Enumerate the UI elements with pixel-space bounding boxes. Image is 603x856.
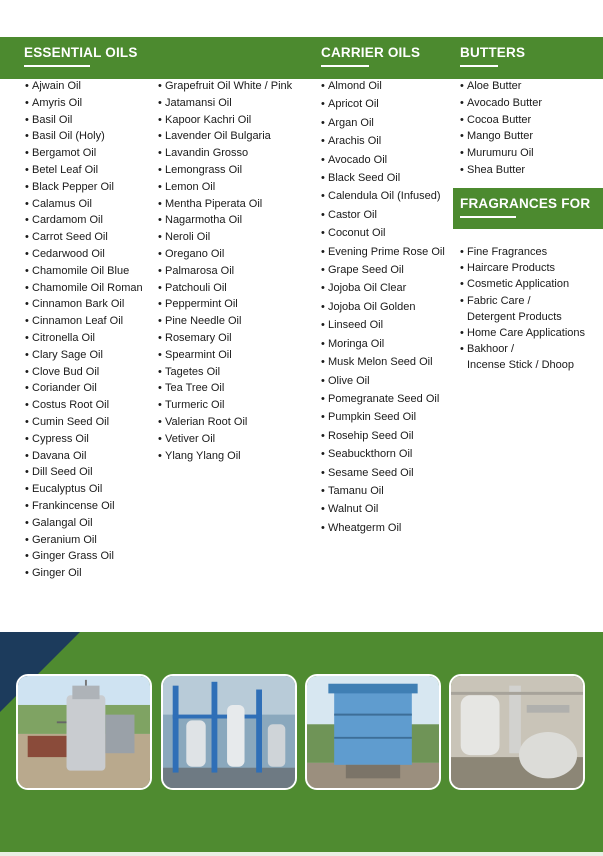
bullet-icon: •	[321, 448, 325, 461]
bullet-icon: •	[460, 343, 464, 356]
list-item-label: Lemongrass Oil	[165, 163, 243, 176]
list-item	[158, 196, 292, 213]
list-item	[158, 162, 292, 179]
list-item-label: Valerian Root Oil	[165, 415, 248, 428]
list-item	[460, 112, 542, 129]
bullet-icon: •	[158, 80, 162, 92]
list-item	[158, 313, 292, 330]
steel-plant-structure-photo	[161, 674, 297, 790]
list-item-label: Tamanu Oil	[328, 484, 384, 497]
bullet-icon: •	[158, 214, 162, 227]
bullet-icon: •	[25, 247, 29, 260]
bullet-icon: •	[158, 113, 162, 126]
list-item-label: Turmeric Oil	[165, 399, 225, 412]
bullet-icon: •	[321, 429, 325, 442]
bullet-icon: •	[321, 245, 325, 258]
bullet-icon: •	[321, 116, 325, 129]
list-item-label: Cosmetic Application	[467, 278, 570, 291]
list-item	[321, 408, 445, 426]
list-item	[25, 95, 143, 112]
list-item	[25, 330, 143, 347]
bullet-icon: •	[25, 348, 29, 361]
bullet-icon: •	[321, 227, 325, 240]
essential-oils-title: ESSENTIAL OILS	[24, 45, 138, 60]
bullet-icon: •	[25, 331, 29, 344]
processing-vessels-photo	[449, 674, 585, 790]
list-item-label: Clary Sage Oil	[32, 348, 103, 361]
bullet-icon: •	[460, 147, 464, 160]
bullet-icon: •	[158, 180, 162, 193]
list-item-label: Tagetes Oil	[165, 365, 221, 378]
list-item	[25, 380, 143, 397]
list-item-label: Calamus Oil	[32, 197, 92, 210]
list-item	[25, 464, 143, 481]
list-item-label: Almond Oil	[328, 80, 382, 92]
list-item	[158, 330, 292, 347]
list-item	[460, 244, 585, 260]
list-item-label: Oregano Oil	[165, 247, 225, 260]
list-item	[321, 132, 445, 150]
list-item-label: Galangal Oil	[32, 516, 93, 529]
list-item-label: Bergamot Oil	[32, 147, 97, 160]
list-item	[321, 261, 445, 279]
list-item	[321, 279, 445, 297]
list-item-label: Jojoba Oil Clear	[328, 282, 407, 295]
bullet-icon: •	[321, 135, 325, 148]
bullet-icon: •	[25, 550, 29, 563]
bullet-icon: •	[321, 98, 325, 111]
carrier-oils-list	[321, 77, 445, 537]
list-item-label: Mango Butter	[467, 130, 534, 143]
bullet-icon: •	[25, 264, 29, 277]
list-item-label: Walnut Oil	[328, 503, 379, 516]
list-item	[25, 347, 143, 364]
list-item-label: Black Pepper Oil	[32, 180, 114, 193]
list-item-label: Murumuru Oil	[467, 147, 534, 160]
bullet-icon: •	[158, 432, 162, 445]
list-item	[158, 263, 292, 280]
bullet-icon: •	[25, 163, 29, 176]
list-item-label: Neroli Oil	[165, 231, 211, 244]
bullet-icon: •	[25, 197, 29, 210]
bullet-icon: •	[25, 466, 29, 479]
list-item	[158, 364, 292, 381]
list-item-label: Vetiver Oil	[165, 432, 216, 445]
bullet-icon: •	[321, 300, 325, 313]
bullet-icon: •	[25, 516, 29, 529]
list-item-label: Palmarosa Oil	[165, 264, 235, 277]
bullet-icon: •	[321, 484, 325, 497]
list-item-label: Evening Prime Rose Oil	[328, 245, 445, 258]
list-item	[460, 276, 585, 292]
bullet-icon: •	[158, 130, 162, 143]
list-item-label: Castor Oil	[328, 208, 377, 221]
list-item	[321, 187, 445, 205]
list-item	[25, 397, 143, 414]
list-item	[158, 448, 292, 465]
list-item	[460, 145, 542, 162]
bullet-icon: •	[158, 231, 162, 244]
list-item	[321, 519, 445, 537]
list-item	[25, 498, 143, 515]
list-item-label: Cocoa Butter	[467, 113, 532, 126]
carrier-oils-title: CARRIER OILS	[321, 45, 421, 60]
list-item-label: Apricot Oil	[328, 98, 379, 111]
bullet-icon: •	[460, 80, 464, 92]
list-item	[321, 353, 445, 371]
bullet-icon: •	[321, 521, 325, 534]
list-item-label: Musk Melon Seed Oil	[328, 356, 433, 369]
list-item-label: Pumpkin Seed Oil	[328, 411, 417, 424]
list-item	[321, 95, 445, 113]
list-item	[25, 414, 143, 431]
bullet-icon: •	[158, 399, 162, 412]
list-item-label: Jojoba Oil Golden	[328, 300, 416, 313]
bullet-icon: •	[321, 411, 325, 424]
list-item-label: Pine Needle Oil	[165, 315, 242, 328]
list-item-label: Arachis Oil	[328, 135, 382, 148]
list-item-label: Nagarmotha Oil	[165, 214, 243, 227]
list-item-label: Linseed Oil	[328, 319, 384, 332]
list-item-label: Bakhoor / Incense Stick / Dhoop	[467, 343, 575, 372]
list-item-label: Kapoor Kachri Oil	[165, 113, 252, 126]
list-item	[158, 78, 292, 95]
list-item-label: Rosehip Seed Oil	[328, 429, 414, 442]
list-item	[321, 169, 445, 187]
essential-oils-list-1	[25, 78, 143, 582]
bullet-icon: •	[460, 130, 464, 143]
list-item-label: Sesame Seed Oil	[328, 466, 414, 479]
list-item-label: Grape Seed Oil	[328, 264, 404, 277]
bullet-icon: •	[158, 163, 162, 176]
bullet-icon: •	[460, 262, 464, 275]
list-item-label: Mentha Piperata Oil	[165, 197, 263, 210]
list-item	[321, 206, 445, 224]
list-item	[158, 296, 292, 313]
list-item	[25, 196, 143, 213]
footer-strip	[0, 852, 603, 856]
list-item	[158, 431, 292, 448]
list-item	[25, 481, 143, 498]
bullet-icon: •	[321, 466, 325, 479]
bullet-icon: •	[158, 298, 162, 311]
bullet-icon: •	[321, 264, 325, 277]
list-item	[158, 145, 292, 162]
bullet-icon: •	[460, 278, 464, 291]
bullet-icon: •	[158, 281, 162, 294]
bullet-icon: •	[25, 315, 29, 328]
list-item-label: Basil Oil (Holy)	[32, 130, 105, 143]
list-item-label: Wheatgerm Oil	[328, 521, 402, 534]
list-item-label: Calendula Oil (Infused)	[328, 190, 441, 203]
bullet-icon: •	[25, 231, 29, 244]
list-item	[25, 296, 143, 313]
list-item	[460, 128, 542, 145]
list-item	[25, 128, 143, 145]
bullet-icon: •	[158, 382, 162, 395]
bullet-icon: •	[158, 147, 162, 160]
list-item	[25, 145, 143, 162]
list-item	[25, 229, 143, 246]
bullet-icon: •	[321, 356, 325, 369]
butters-list	[460, 78, 542, 179]
bullet-icon: •	[25, 96, 29, 109]
bullet-icon: •	[158, 415, 162, 428]
bullet-icon: •	[460, 113, 464, 126]
list-item-label: Frankincense Oil	[32, 499, 115, 512]
list-item-label: Spearmint Oil	[165, 348, 232, 361]
list-item	[321, 335, 445, 353]
bullet-icon: •	[158, 264, 162, 277]
list-item	[158, 414, 292, 431]
list-item	[321, 500, 445, 518]
bullet-icon: •	[25, 365, 29, 378]
bullet-icon: •	[321, 208, 325, 221]
butters-title: BUTTERS	[460, 45, 526, 60]
list-item	[158, 280, 292, 297]
bullet-icon: •	[25, 449, 29, 462]
list-item	[321, 243, 445, 261]
list-item	[321, 445, 445, 463]
list-item	[25, 548, 143, 565]
list-item	[158, 347, 292, 364]
list-item	[25, 313, 143, 330]
bullet-icon: •	[321, 392, 325, 405]
bullet-icon: •	[321, 153, 325, 166]
list-item	[321, 224, 445, 242]
list-item	[25, 565, 143, 582]
list-item-label: Ajwain Oil	[32, 80, 81, 92]
list-item	[25, 532, 143, 549]
list-item-label: Coconut Oil	[328, 227, 386, 240]
list-item	[25, 280, 143, 297]
bullet-icon: •	[321, 172, 325, 185]
list-item-label: Patchouli Oil	[165, 281, 227, 294]
list-item-label: Geranium Oil	[32, 533, 97, 546]
list-item-label: Shea Butter	[467, 163, 526, 176]
list-item	[25, 448, 143, 465]
list-item-label: Carrot Seed Oil	[32, 231, 108, 244]
list-item-label: Betel Leaf Oil	[32, 163, 99, 176]
list-item	[25, 364, 143, 381]
list-item	[460, 162, 542, 179]
list-item	[460, 78, 542, 95]
list-item	[321, 464, 445, 482]
list-item	[321, 316, 445, 334]
bullet-icon: •	[25, 298, 29, 311]
list-item	[158, 212, 292, 229]
list-item-label: Chamomile Oil Blue	[32, 264, 130, 277]
list-item-label: Coriander Oil	[32, 382, 97, 395]
list-item-label: Olive Oil	[328, 374, 370, 387]
list-item-label: Ylang Ylang Oil	[165, 449, 241, 462]
list-item	[158, 229, 292, 246]
list-item	[321, 298, 445, 316]
list-item-label: Avocado Oil	[328, 153, 388, 166]
list-item	[321, 114, 445, 132]
list-item-label: Tea Tree Oil	[165, 382, 225, 395]
list-item-label: Cedarwood Oil	[32, 247, 105, 260]
butters-underline	[460, 65, 498, 67]
list-item-label: Black Seed Oil	[328, 172, 401, 185]
list-item-label: Ginger Grass Oil	[32, 550, 114, 563]
bullet-icon: •	[321, 503, 325, 516]
list-item-label: Grapefruit Oil White / Pink	[165, 80, 293, 92]
bullet-icon: •	[321, 80, 325, 92]
bullet-icon: •	[158, 348, 162, 361]
list-item-label: Home Care Applications	[467, 327, 586, 340]
list-item	[25, 212, 143, 229]
distillation-tank-photo	[16, 674, 152, 790]
list-item-label: Davana Oil	[32, 449, 87, 462]
bullet-icon: •	[460, 294, 464, 307]
list-item	[25, 431, 143, 448]
essential-oils-list-2	[158, 78, 292, 464]
bullet-icon: •	[25, 130, 29, 143]
list-item	[25, 246, 143, 263]
list-item-label: Moringa Oil	[328, 337, 385, 350]
bullet-icon: •	[460, 163, 464, 176]
bullet-icon: •	[25, 499, 29, 512]
list-item-label: Fine Fragrances	[467, 246, 548, 258]
list-item-label: Peppermint Oil	[165, 298, 238, 311]
list-item-label: Dill Seed Oil	[32, 466, 93, 479]
list-item-label: Avocado Butter	[467, 96, 543, 109]
bullet-icon: •	[25, 147, 29, 160]
list-item-label: Eucalyptus Oil	[32, 483, 103, 496]
list-item	[321, 372, 445, 390]
list-item	[25, 162, 143, 179]
bullet-icon: •	[25, 180, 29, 193]
list-item-label: Haircare Products	[467, 262, 556, 275]
list-item-label: Cardamom Oil	[32, 214, 103, 227]
list-item	[158, 380, 292, 397]
cooling-tower-photo	[305, 674, 441, 790]
list-item	[460, 293, 585, 325]
list-item-label: Lemon Oil	[165, 180, 216, 193]
list-item	[25, 515, 143, 532]
bullet-icon: •	[158, 449, 162, 462]
bullet-icon: •	[25, 483, 29, 496]
list-item-label: Amyris Oil	[32, 96, 83, 109]
fragrances-title: FRAGRANCES FOR	[460, 196, 591, 211]
list-item	[321, 390, 445, 408]
bullet-icon: •	[460, 246, 464, 258]
list-item-label: Argan Oil	[328, 116, 374, 129]
bullet-icon: •	[25, 80, 29, 92]
bullet-icon: •	[25, 113, 29, 126]
list-item-label: Chamomile Oil Roman	[32, 281, 143, 294]
list-item	[321, 482, 445, 500]
list-item-label: Fabric Care / Detergent Products	[467, 294, 562, 323]
bullet-icon: •	[321, 319, 325, 332]
bullet-icon: •	[460, 96, 464, 109]
bullet-icon: •	[25, 432, 29, 445]
list-item	[321, 427, 445, 445]
list-item	[158, 128, 292, 145]
bullet-icon: •	[321, 190, 325, 203]
list-item	[25, 112, 143, 129]
list-item-label: Pomegranate Seed Oil	[328, 392, 440, 405]
list-item	[25, 78, 143, 95]
list-item-label: Rosemary Oil	[165, 331, 232, 344]
list-item-label: Clove Bud Oil	[32, 365, 100, 378]
list-item-label: Citronella Oil	[32, 331, 95, 344]
bullet-icon: •	[25, 533, 29, 546]
list-item	[158, 246, 292, 263]
list-item	[460, 325, 585, 341]
list-item-label: Cumin Seed Oil	[32, 415, 110, 428]
bullet-icon: •	[321, 282, 325, 295]
list-item	[158, 95, 292, 112]
list-item-label: Cinnamon Leaf Oil	[32, 315, 124, 328]
list-item	[25, 263, 143, 280]
bullet-icon: •	[25, 415, 29, 428]
bullet-icon: •	[25, 382, 29, 395]
bullet-icon: •	[158, 96, 162, 109]
list-item	[158, 179, 292, 196]
list-item-label: Cinnamon Bark Oil	[32, 298, 125, 311]
bullet-icon: •	[158, 247, 162, 260]
essential-oils-underline	[24, 65, 90, 67]
bullet-icon: •	[460, 327, 464, 340]
list-item-label: Lavender Oil Bulgaria	[165, 130, 271, 143]
list-item	[158, 112, 292, 129]
list-item-label: Seabuckthorn Oil	[328, 448, 413, 461]
list-item-label: Aloe Butter	[467, 80, 522, 92]
list-item	[25, 179, 143, 196]
list-item	[321, 151, 445, 169]
bullet-icon: •	[25, 214, 29, 227]
bullet-icon: •	[158, 315, 162, 328]
bullet-icon: •	[158, 365, 162, 378]
fragrances-list	[460, 244, 585, 374]
list-item	[158, 397, 292, 414]
list-item-label: Basil Oil	[32, 113, 73, 126]
list-item-label: Lavandin Grosso	[165, 147, 249, 160]
bullet-icon: •	[25, 281, 29, 294]
list-item-label: Jatamansi Oil	[165, 96, 232, 109]
list-item	[460, 95, 542, 112]
bullet-icon: •	[25, 399, 29, 412]
list-item	[460, 260, 585, 276]
bullet-icon: •	[321, 374, 325, 387]
bullet-icon: •	[158, 197, 162, 210]
list-item	[460, 341, 585, 373]
fragrances-underline	[460, 216, 516, 218]
list-item-label: Ginger Oil	[32, 567, 82, 580]
list-item	[321, 77, 445, 95]
carrier-oils-underline	[321, 65, 369, 67]
list-item-label: Cypress Oil	[32, 432, 89, 445]
bullet-icon: •	[321, 337, 325, 350]
bullet-icon: •	[158, 331, 162, 344]
list-item-label: Costus Root Oil	[32, 399, 110, 412]
bullet-icon: •	[25, 567, 29, 580]
